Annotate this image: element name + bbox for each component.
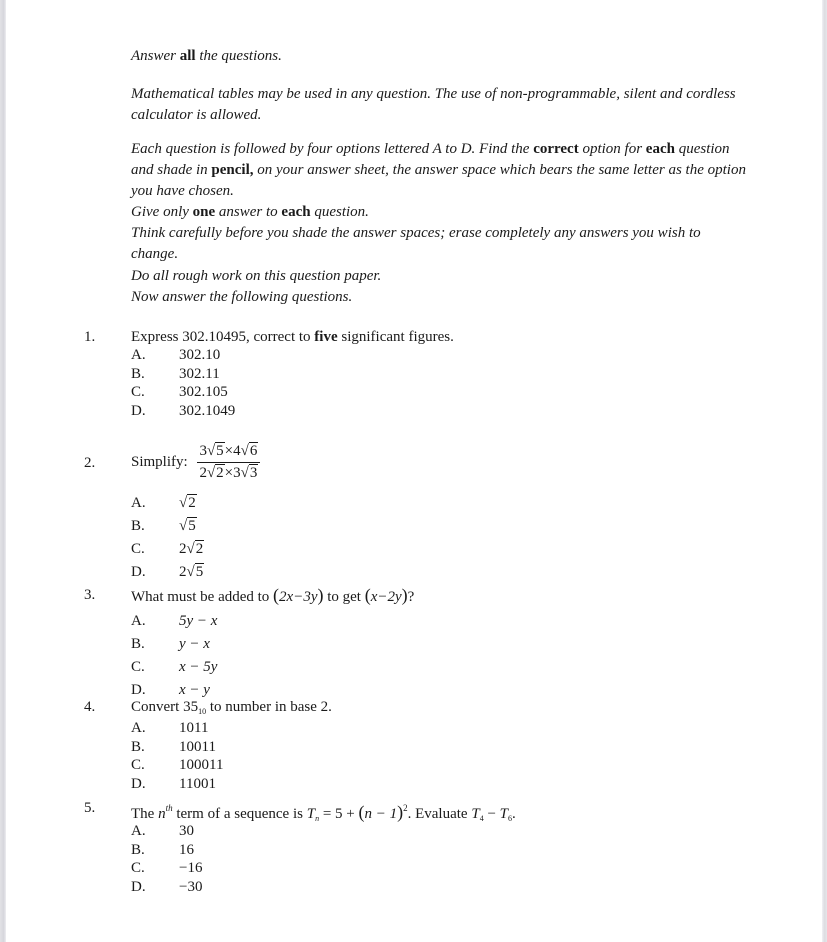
option-letter: C. (131, 541, 145, 557)
superscript: th (165, 803, 173, 813)
fraction-numerator (197, 442, 260, 463)
text: to get (323, 589, 365, 605)
option-value: −16 (179, 860, 203, 877)
sqrt-icon: √5 (186, 564, 204, 580)
text: term of a sequence is (172, 806, 307, 822)
option-value: −30 (179, 878, 203, 895)
option-letter: C. (131, 860, 145, 877)
text: − (483, 806, 500, 822)
bold-text: five (314, 329, 338, 345)
bold-text: all (179, 48, 196, 64)
math-var: T (471, 806, 480, 822)
text: The (131, 806, 159, 822)
option-value: y − x (179, 636, 210, 652)
instruction-answer-all (131, 46, 751, 67)
option-value (179, 492, 197, 515)
option-letter: A. (131, 347, 146, 363)
option-value: 5y − x (179, 613, 218, 629)
math-expression: = 5 + (319, 806, 359, 822)
bold-text: each (281, 204, 311, 220)
instruction-calculator: Mathematical tables may be used in any question. The use of non-programmable, silent and cordless calculator is allowed. (131, 86, 736, 123)
question-number: 1. (84, 329, 96, 345)
math-var: T (306, 806, 316, 822)
text: to number in base 2. (206, 699, 332, 715)
exponent: 2 (403, 803, 408, 813)
fraction-expression (197, 442, 260, 483)
subscript: 6 (508, 814, 512, 823)
text: Express 302.10495, correct to (131, 329, 315, 345)
option-value: 10011 (179, 738, 216, 755)
sqrt-icon: √5 (206, 443, 224, 459)
question-number: 5. (84, 800, 96, 816)
option-letter: D. (131, 682, 146, 698)
coef: ×4 (224, 443, 241, 459)
option-value: x − 5y (179, 659, 218, 675)
question-number: 4. (84, 699, 96, 715)
sqrt-icon: √6 (240, 443, 258, 459)
coef: 2 (179, 564, 187, 580)
option-letter: D. (131, 402, 146, 419)
question-text (131, 328, 454, 346)
option-value: 302.10 (179, 347, 221, 363)
subscript: n (315, 814, 320, 823)
radicand: 5 (195, 564, 204, 580)
option-letter: A. (131, 495, 146, 511)
instruction-now-answer: Now answer the following questions. (131, 289, 353, 305)
option-value: 16 (179, 841, 194, 858)
sqrt-icon: √2 (206, 465, 224, 481)
sqrt-icon: √2 (179, 495, 196, 511)
instruction-one-answer (131, 202, 751, 223)
option-value: x − y (179, 682, 210, 698)
text: Each question is followed by four options lettered A to D. Find the (131, 141, 534, 157)
bold-text: pencil, (211, 162, 254, 178)
option-value (179, 538, 204, 561)
radicand: 2 (195, 541, 204, 557)
text: option for (578, 141, 646, 157)
question-number: 3. (84, 587, 96, 603)
text: question. (310, 204, 369, 220)
text: . Evaluate (407, 806, 472, 822)
text: Give only (131, 204, 193, 220)
bold-text: one (192, 204, 216, 220)
radicand: 2 (216, 465, 224, 481)
option-letter: D. (131, 878, 146, 895)
math-expression: 2x−3y (279, 589, 318, 605)
question-text: What must be added to (2x−3y) to get (x−2y)? (131, 585, 415, 605)
page-edge-right (822, 0, 827, 942)
option-value: 302.1049 (179, 402, 236, 419)
question-text: The $n^{th}$ term of a sequence is $T_n = 5 + (n - 1)^2$. Evaluate $T_4 - T_6$. (131, 802, 516, 823)
math-expression: n − 1 (364, 806, 398, 822)
bold-text: each (645, 141, 675, 157)
option-value: 1011 (179, 720, 209, 736)
option-value: 30 (179, 823, 194, 839)
coef: 2 (199, 465, 207, 481)
text: on your answer sheet, the answer space which bears the same letter as the option you have chosen. (131, 162, 746, 199)
question-text (131, 442, 260, 483)
coef: ×3 (224, 465, 241, 481)
option-letter: B. (131, 518, 145, 534)
text: answer to (215, 204, 282, 220)
option-letter: C. (131, 384, 145, 401)
option-letter: B. (131, 841, 145, 858)
option-letter: B. (131, 738, 145, 755)
sqrt-icon: √5 (179, 518, 196, 534)
option-letter: A. (131, 823, 146, 839)
coef: 2 (179, 541, 187, 557)
option-value: 11001 (179, 775, 216, 792)
option-letter: C. (131, 757, 145, 774)
coef: 3 (199, 443, 207, 459)
math-var: n (158, 806, 166, 822)
option-value (179, 515, 197, 538)
text: . (512, 806, 516, 822)
option-letter: A. (131, 720, 146, 736)
question-paper-page (6, 0, 822, 942)
option-value: 302.11 (179, 365, 220, 382)
question-text (131, 698, 332, 721)
radicand: 3 (249, 465, 258, 481)
option-letter: D. (131, 775, 146, 792)
fraction-denominator (197, 463, 260, 483)
instruction-think-carefully: Think carefully before you shade the answer spaces; erase completely any answers you wish to change. (131, 225, 701, 262)
text: Simplify: (131, 453, 188, 470)
subscript: 4 (479, 814, 484, 823)
option-value: 100011 (179, 757, 224, 774)
radicand: 6 (249, 443, 258, 459)
text: significant figures. (337, 329, 454, 345)
text: What must be added to (131, 589, 274, 605)
option-letter: B. (131, 365, 145, 382)
radicand: 5 (216, 443, 224, 459)
question-number: 2. (84, 455, 96, 471)
option-letter: A. (131, 613, 146, 629)
bold-text: correct (533, 141, 579, 157)
math-expression: x−2y (370, 589, 402, 605)
text: Answer (131, 48, 180, 64)
instruction-rough-work: Do all rough work on this question paper. (131, 268, 382, 284)
option-value: 302.105 (179, 384, 228, 401)
radicand: 5 (188, 518, 196, 534)
option-letter: C. (131, 659, 145, 675)
sqrt-icon: √3 (240, 465, 258, 481)
base-subscript: 10 (198, 707, 207, 716)
option-letter: D. (131, 564, 146, 580)
instruction-shading (131, 139, 751, 202)
option-letter: B. (131, 636, 145, 652)
sqrt-icon: √2 (186, 541, 204, 557)
option-value (179, 561, 204, 584)
text: ? (407, 589, 415, 605)
text: Convert 35 (131, 699, 199, 715)
radicand: 2 (188, 495, 196, 511)
text: the questions. (195, 48, 282, 64)
text: question and shade in (131, 141, 730, 178)
math-var: T (499, 806, 508, 822)
